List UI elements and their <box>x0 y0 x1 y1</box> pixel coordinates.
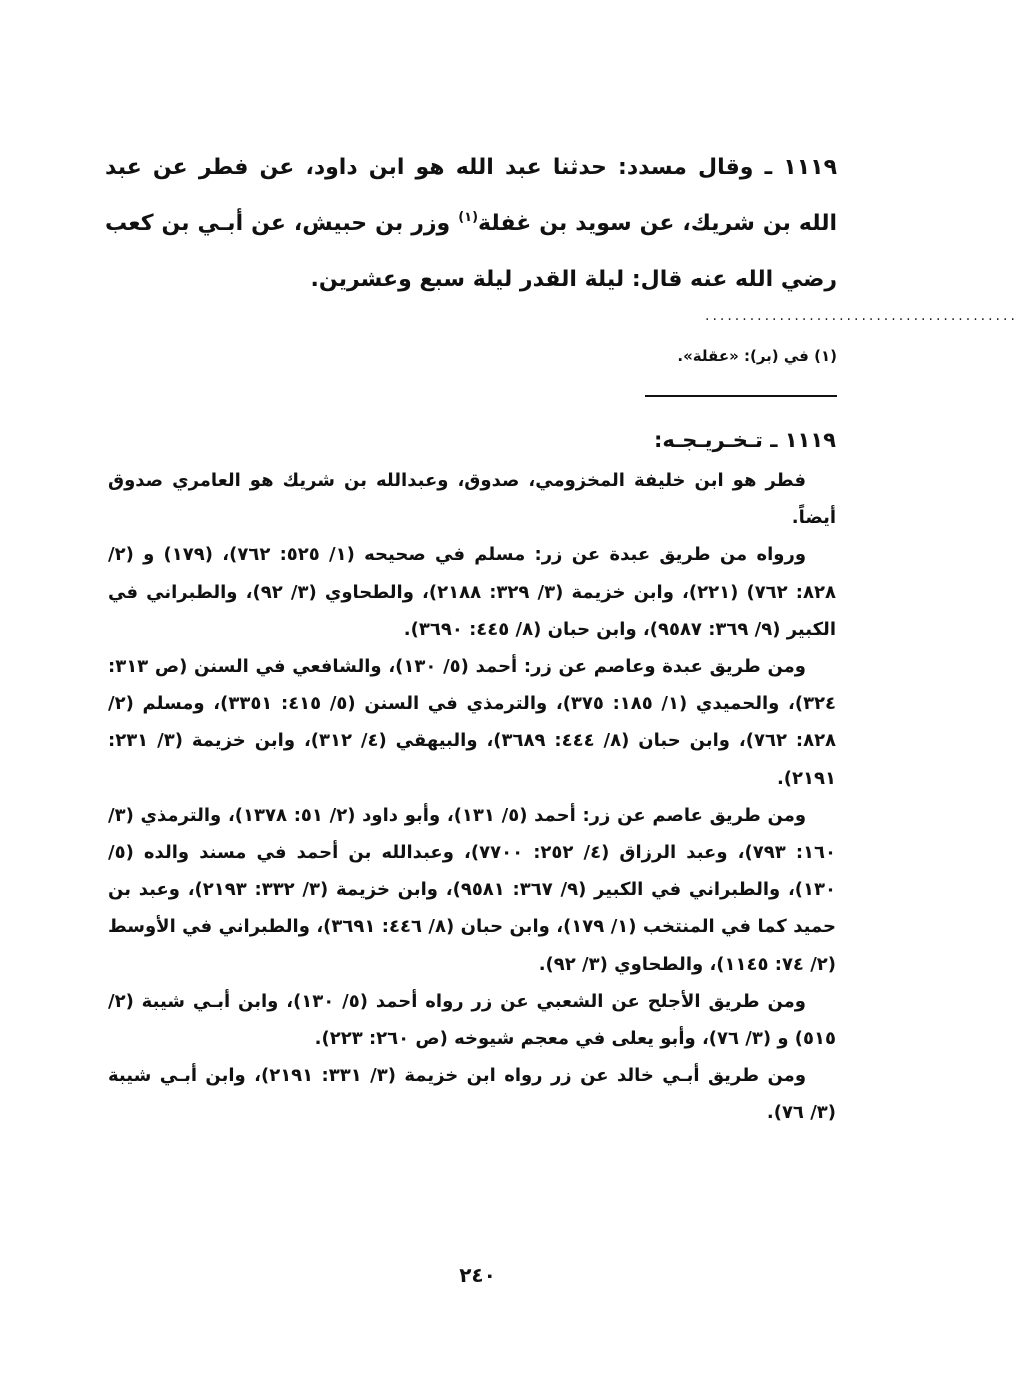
takhrij-paragraph: ومن طريق عبدة وعاصم عن زر: أحمد (٥/ ١٣٠)، والشافعي في السنن (ص ٣١٣: ٣٢٤)، والحميدي (١/ ١٨٥: ٣٧٥)، والترمذي في السنن (٥/ ٤١٥: ٣٣٥١)، ومسلم (٢/ ٨٢٨: ٧٦٢)، وابن حبان (٨/ ٤٤٤: ٣٦٨٩)، والبيهقي (٤/ ٣١٢)، وابن خزيمة (٣/ ٢٣١: ٢١٩١). <box>108 656 837 789</box>
section-divider <box>645 395 837 397</box>
page-number: ٢٤٠ <box>459 1263 496 1287</box>
hadith-number: ١١١٩ <box>783 155 837 180</box>
footnote <box>137 343 837 369</box>
hadith-text-before-ref: وقال مسدد: حدثنا عبد الله هو ابن داود، عن فطر عن عبد الله بن شريك، عن سويد بن غفلة <box>105 155 837 236</box>
takhrij-paragraph: ومن طريق أبـي خالد عن زر رواه ابن خزيمة (٣/ ٣٣١: ٢١٩١)، وابن أبـي شيبة (٣/ ٧٦). <box>108 1065 836 1124</box>
takhrij-section <box>108 418 836 1132</box>
hadith-text <box>105 140 837 308</box>
takhrij-paragraph: فطر هو ابن خليفة المخزومي، صدوق، وعبدالله بن شريك هو العامري صدوق أيضاً. <box>108 470 836 529</box>
footnote-marker: (١) <box>814 347 837 365</box>
takhrij-paragraph: ومن طريق عاصم عن زر: أحمد (٥/ ١٣١)، وأبو داود (٢/ ٥١: ١٣٧٨)، والترمذي (٣/ ١٦٠: ٧٩٣)، وعبد الرزاق (٤/ ٢٥٢: ٧٧٠٠)، وعبدالله بن أحمد في مسند والده (٥/ ١٣٠)، والطبراني في الكبير (٩/ ٣٦٧: ٩٥٨١)، وابن خزيمة (٣/ ٣٣٢: ٢١٩٣)، وعبد بن حميد كما في المنتخب (١/ ١٧٩)، وابن حبان (٨/ ٤٤٦: ٣٦٩١)، والطبراني في الأوسط (٢/ ٧٤: ١١٤٥)، والطحاوي (٣/ ٩٢). <box>108 804 836 975</box>
takhrij-paragraph: ورواه من طريق عبدة عن زر: مسلم في صحيحه (١/ ٥٢٥: ٧٦٢)، (١٧٩) و (٢/ ٨٢٨: ٧٦٢) (٢٢١)، وابن خزيمة (٣/ ٣٢٩: ٢١٨٨)، والطحاوي (٣/ ٩٢)، والطبراني في الكبير (٩/ ٣٦٩: ٩٥٨٧)، وابن حبان (٨/ ٤٤٥: ٣٦٩٠). <box>108 544 836 640</box>
hadith-block <box>105 140 837 308</box>
hadith-dash: ـ <box>764 155 773 180</box>
footnote-reference[interactable]: (١) <box>458 210 479 225</box>
footnote-text: في (بر): «عقلة». <box>677 347 809 365</box>
takhrij-paragraph: ومن طريق الأجلح عن الشعبي عن زر رواه أحمد (٥/ ١٣٠)، وابن أبـي شيبة (٢/ ٥١٥) و (٣/ ٧٦)، وأبو يعلى في معجم شيوخه (ص ٢٦٠: ٢٢٣). <box>108 990 836 1050</box>
footnote-separator: .......................................... <box>705 308 1018 324</box>
hadith-text-after-ref: وزر بن حبيش، عن أبـي بن كعب رضي الله عنه قال: ليلة القدر ليلة سبع وعشرين. <box>105 211 837 292</box>
takhrij-heading: ١١١٩ ـ تـخـريـجـه: <box>653 428 836 452</box>
